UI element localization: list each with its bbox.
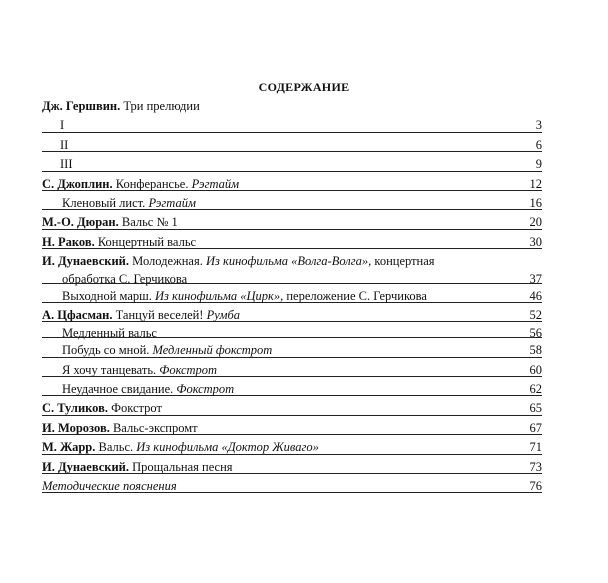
toc-entry [42,252,542,271]
toc-title: Вальс. [95,440,137,455]
toc-source: Из кинофильма «Цирк» [155,288,281,303]
toc-genre: Фокстрот [159,362,218,377]
toc-genre: Фокстрот [176,382,235,397]
toc-page-number: 16 [529,195,542,210]
toc-title-continued: , концертная [368,254,435,269]
toc-title: Я хочу танцевать. [62,362,160,377]
toc-entry [42,477,542,496]
toc-title: II [60,137,69,152]
toc-entry [42,233,542,252]
toc-entry [42,116,542,135]
toc-page-number: 76 [529,479,542,494]
toc-author: И. Дунаевский. [42,254,130,269]
toc-title: Прощальная песня [129,459,233,474]
toc-genre: Рэгтайм [191,176,240,191]
toc-page-number: 65 [529,401,542,416]
toc-page-number: 73 [529,459,542,474]
toc-genre: Рэгтайм [148,195,196,210]
toc-title: I [60,118,65,133]
toc-page-number: 46 [529,288,542,303]
toc-author: Дж. Гершвин. [42,99,121,113]
toc-title: Молодежная. [129,254,206,269]
toc-title: Неудачное свидание. [62,382,177,397]
toc-page-number: 60 [529,362,542,377]
toc-entry [42,213,542,232]
toc-entry [42,399,542,418]
toc-page-number: 30 [529,234,542,249]
toc-page-number: 20 [529,215,542,230]
toc-source: Из кинофильма «Доктор Живаго» [136,440,319,455]
toc-source: Из кинофильма «Волга-Волга» [205,254,369,269]
toc-page-number: 6 [535,137,542,152]
toc-author: Н. Раков. [42,234,95,249]
toc-author: С. Туликов. [42,401,108,416]
toc-title: обработка С. Герчикова [62,271,188,286]
toc-entry [42,175,542,194]
toc-page-number: 58 [529,343,542,358]
toc-title: III [60,157,73,172]
toc-entry [42,306,542,325]
toc-title-continued: , переложение С. Герчикова [280,288,427,303]
toc-title: Методические пояснения [42,479,177,494]
toc-page-number: 56 [529,326,542,341]
toc-author: А. Цфасман. [42,307,113,322]
toc-page-number: 52 [529,307,542,322]
toc-title: Три прелюдии [120,99,200,113]
toc-title: Конферансье. [112,176,192,191]
toc-page-number: 67 [529,420,542,435]
toc-author: И. Дунаевский. [42,459,130,474]
toc-author: С. Джоплин. [42,176,113,191]
toc-entry [42,380,542,399]
toc-page-number: 12 [529,176,542,191]
toc-title: Выходной марш. [62,288,156,303]
toc-page-number: 37 [529,271,542,286]
toc-title: Вальс № 1 [118,215,178,230]
toc-page-number: 3 [535,118,542,133]
toc-genre: Румба [206,307,240,322]
toc-entry [42,97,542,116]
toc-entry [42,287,542,306]
toc-page-number: 9 [535,157,542,172]
toc-entry [42,341,542,360]
toc-entry [42,194,542,213]
toc-genre: Медленный фокстрот [152,343,273,358]
toc-entry [42,458,542,477]
toc-entry [42,272,542,287]
toc-entry [42,361,542,380]
toc-page-number: 71 [529,440,542,455]
table-of-contents [42,97,542,496]
toc-author: М.-О. Дюран. [42,215,119,230]
toc-title: Кленовый лист. [62,195,149,210]
toc-entry [42,136,542,155]
toc-entry [42,325,542,341]
toc-entry [42,155,542,174]
toc-author: М. Жарр. [42,440,96,455]
toc-page-number: 62 [529,382,542,397]
toc-title: Танцуй веселей! [112,307,207,322]
page-title: СОДЕРЖАНИЕ [258,80,350,94]
toc-title: Фокстрот [108,401,162,416]
toc-title: Медленный вальс [62,326,157,341]
toc-entry [42,419,542,438]
toc-entry [42,438,542,457]
toc-title: Побудь со мной. [62,343,153,358]
toc-title: Концертный вальс [94,234,197,249]
toc-author: И. Морозов. [42,420,110,435]
toc-title: Вальс-экспромт [109,420,198,435]
